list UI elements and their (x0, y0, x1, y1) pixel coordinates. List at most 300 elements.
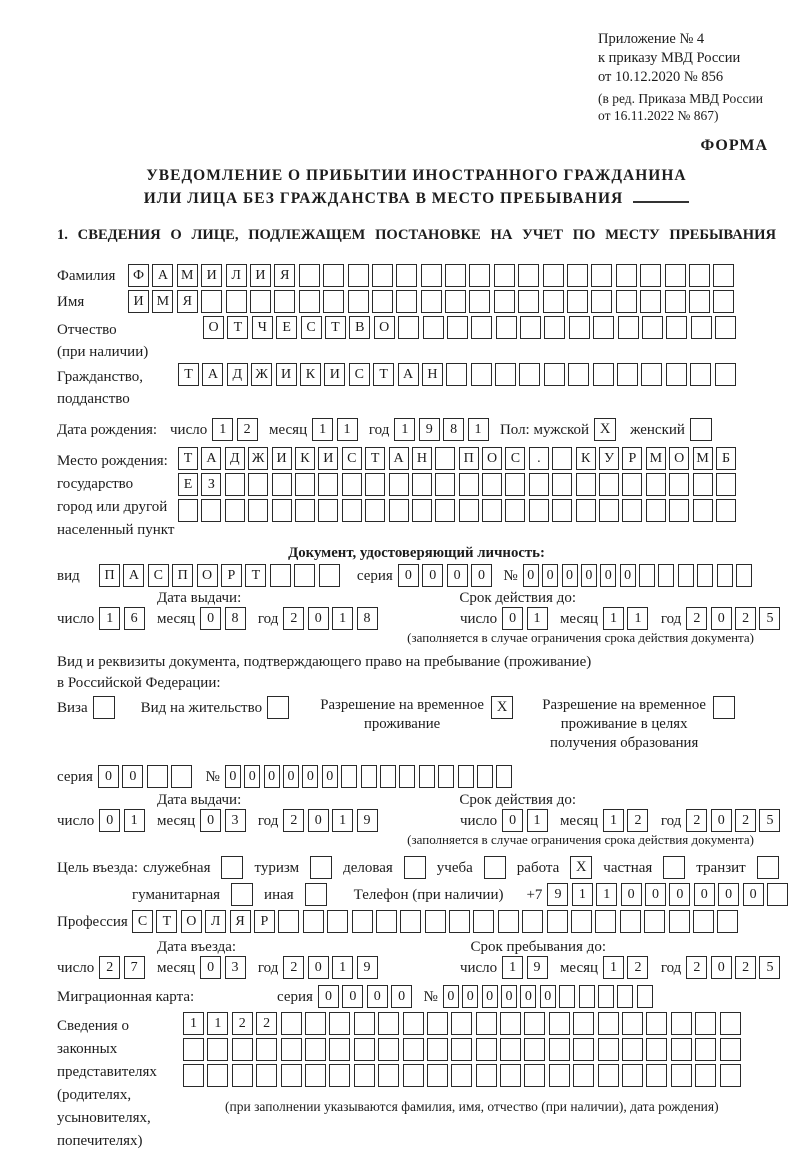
char-cell[interactable] (419, 765, 435, 788)
char-cell[interactable]: 7 (124, 956, 145, 979)
char-cell[interactable] (476, 1012, 497, 1035)
char-cell[interactable] (476, 1038, 497, 1061)
char-cell[interactable] (318, 473, 338, 496)
char-cell[interactable] (573, 1064, 594, 1087)
char-cell[interactable]: 1 (332, 809, 353, 832)
char-cell[interactable] (591, 290, 612, 313)
char-cell[interactable] (598, 1064, 619, 1087)
char-cell[interactable] (305, 1012, 326, 1035)
char-cell[interactable]: 1 (212, 418, 233, 441)
char-cell[interactable] (496, 765, 512, 788)
char-cell[interactable]: 5 (759, 956, 780, 979)
char-cell[interactable] (299, 264, 320, 287)
char-cell[interactable]: 1 (99, 607, 120, 630)
char-cell[interactable] (423, 316, 444, 339)
char-cell[interactable]: И (324, 363, 345, 386)
char-cell[interactable] (278, 910, 299, 933)
char-cell[interactable] (389, 499, 409, 522)
char-cell[interactable] (477, 765, 493, 788)
char-cell[interactable] (505, 499, 525, 522)
char-cell[interactable]: Л (226, 264, 247, 287)
char-cell[interactable] (469, 290, 490, 313)
char-cell[interactable] (552, 473, 572, 496)
char-cell[interactable] (232, 1064, 253, 1087)
char-cell[interactable]: 1 (207, 1012, 228, 1035)
char-cell[interactable]: 2 (232, 1012, 253, 1035)
char-cell[interactable] (447, 316, 468, 339)
citizenship-cells[interactable] (178, 363, 739, 386)
char-cell[interactable] (622, 1012, 643, 1035)
char-cell[interactable] (646, 1012, 667, 1035)
char-cell[interactable] (378, 1038, 399, 1061)
char-cell[interactable] (201, 499, 221, 522)
char-cell[interactable]: Я (177, 290, 198, 313)
char-cell[interactable] (598, 1038, 619, 1061)
residence-issue-day-cells[interactable] (99, 809, 148, 832)
char-cell[interactable] (599, 499, 619, 522)
char-cell[interactable] (248, 499, 268, 522)
char-cell[interactable]: О (181, 910, 202, 933)
char-cell[interactable]: З (201, 473, 221, 496)
char-cell[interactable]: 9 (419, 418, 440, 441)
char-cell[interactable]: 0 (443, 985, 459, 1008)
char-cell[interactable] (658, 564, 674, 587)
char-cell[interactable]: 3 (225, 956, 246, 979)
char-cell[interactable]: 0 (540, 985, 556, 1008)
temp-residence-checkbox[interactable]: X (491, 696, 513, 719)
char-cell[interactable] (646, 1038, 667, 1061)
char-cell[interactable]: А (152, 264, 173, 287)
char-cell[interactable]: С (301, 316, 322, 339)
char-cell[interactable] (598, 1012, 619, 1035)
char-cell[interactable]: 0 (283, 765, 299, 788)
residence-valid-day-cells[interactable] (502, 809, 551, 832)
char-cell[interactable]: 0 (200, 956, 221, 979)
char-cell[interactable] (593, 316, 614, 339)
char-cell[interactable]: Т (227, 316, 248, 339)
char-cell[interactable] (646, 473, 666, 496)
char-cell[interactable] (471, 363, 492, 386)
char-cell[interactable]: 0 (669, 883, 690, 906)
char-cell[interactable] (591, 264, 612, 287)
char-cell[interactable] (445, 290, 466, 313)
char-cell[interactable] (720, 1038, 741, 1061)
char-cell[interactable] (295, 499, 315, 522)
char-cell[interactable] (250, 290, 271, 313)
char-cell[interactable]: И (272, 447, 292, 470)
birth-day-cells[interactable] (212, 418, 261, 441)
residence-issue-year-cells[interactable] (283, 809, 381, 832)
char-cell[interactable] (693, 910, 714, 933)
char-cell[interactable] (549, 1064, 570, 1087)
char-cell[interactable]: О (669, 447, 689, 470)
char-cell[interactable] (403, 1038, 424, 1061)
char-cell[interactable] (543, 290, 564, 313)
purpose-humanitarian-checkbox[interactable] (231, 883, 253, 906)
char-cell[interactable] (494, 290, 515, 313)
purpose-transit-checkbox[interactable] (757, 856, 779, 879)
char-cell[interactable]: 0 (308, 956, 329, 979)
char-cell[interactable] (323, 290, 344, 313)
char-cell[interactable]: 9 (547, 883, 568, 906)
residence-valid-month-cells[interactable] (603, 809, 652, 832)
char-cell[interactable]: 2 (686, 809, 707, 832)
char-cell[interactable] (476, 1064, 497, 1087)
char-cell[interactable] (458, 765, 474, 788)
char-cell[interactable] (469, 264, 490, 287)
purpose-official-checkbox[interactable] (221, 856, 243, 879)
char-cell[interactable] (305, 1038, 326, 1061)
char-cell[interactable]: 0 (502, 607, 523, 630)
char-cell[interactable] (270, 564, 291, 587)
visa-checkbox[interactable] (93, 696, 115, 719)
char-cell[interactable]: Д (227, 363, 248, 386)
representatives-cells-row2[interactable] (183, 1038, 744, 1061)
char-cell[interactable]: С (505, 447, 525, 470)
char-cell[interactable] (640, 290, 661, 313)
char-cell[interactable]: У (599, 447, 619, 470)
char-cell[interactable]: 1 (502, 956, 523, 979)
char-cell[interactable]: Н (412, 447, 432, 470)
char-cell[interactable]: 0 (482, 985, 498, 1008)
doc-series-cells[interactable] (398, 564, 496, 587)
char-cell[interactable]: 0 (398, 564, 419, 587)
char-cell[interactable] (318, 499, 338, 522)
char-cell[interactable] (646, 1064, 667, 1087)
char-cell[interactable] (518, 264, 539, 287)
char-cell[interactable] (641, 363, 662, 386)
birth-place-cells-row3[interactable] (178, 499, 739, 522)
char-cell[interactable] (669, 499, 689, 522)
char-cell[interactable] (666, 316, 687, 339)
char-cell[interactable] (569, 316, 590, 339)
char-cell[interactable] (736, 564, 752, 587)
char-cell[interactable]: 2 (283, 956, 304, 979)
char-cell[interactable] (352, 910, 373, 933)
char-cell[interactable]: 1 (332, 607, 353, 630)
residence-issue-month-cells[interactable] (200, 809, 249, 832)
char-cell[interactable] (171, 765, 192, 788)
char-cell[interactable]: 0 (200, 607, 221, 630)
char-cell[interactable]: 0 (447, 564, 468, 587)
char-cell[interactable] (274, 290, 295, 313)
char-cell[interactable]: 9 (357, 956, 378, 979)
passport-valid-month-cells[interactable] (603, 607, 652, 630)
char-cell[interactable] (571, 910, 592, 933)
char-cell[interactable] (671, 1012, 692, 1035)
char-cell[interactable] (622, 1064, 643, 1087)
entry-month-cells[interactable] (200, 956, 249, 979)
char-cell[interactable]: Р (254, 910, 275, 933)
char-cell[interactable]: 2 (627, 809, 648, 832)
char-cell[interactable]: 0 (718, 883, 739, 906)
char-cell[interactable] (568, 363, 589, 386)
char-cell[interactable] (427, 1064, 448, 1087)
char-cell[interactable] (398, 316, 419, 339)
char-cell[interactable] (361, 765, 377, 788)
char-cell[interactable]: К (295, 447, 315, 470)
passport-issue-year-cells[interactable] (283, 607, 381, 630)
char-cell[interactable] (471, 316, 492, 339)
char-cell[interactable] (639, 564, 655, 587)
char-cell[interactable]: С (148, 564, 169, 587)
purpose-business-checkbox[interactable] (404, 856, 426, 879)
char-cell[interactable] (691, 316, 712, 339)
passport-issue-day-cells[interactable] (99, 607, 148, 630)
char-cell[interactable] (720, 1064, 741, 1087)
char-cell[interactable] (299, 290, 320, 313)
char-cell[interactable]: М (177, 264, 198, 287)
char-cell[interactable] (256, 1064, 277, 1087)
char-cell[interactable]: Ч (252, 316, 273, 339)
char-cell[interactable]: 0 (264, 765, 280, 788)
char-cell[interactable] (272, 499, 292, 522)
char-cell[interactable]: И (201, 264, 222, 287)
char-cell[interactable] (529, 499, 549, 522)
char-cell[interactable]: Т (325, 316, 346, 339)
char-cell[interactable]: 0 (520, 985, 536, 1008)
char-cell[interactable]: Я (274, 264, 295, 287)
char-cell[interactable] (319, 564, 340, 587)
char-cell[interactable]: 8 (225, 607, 246, 630)
char-cell[interactable] (678, 564, 694, 587)
char-cell[interactable]: 0 (200, 809, 221, 832)
char-cell[interactable] (622, 1038, 643, 1061)
char-cell[interactable] (573, 1038, 594, 1061)
char-cell[interactable]: 2 (735, 607, 756, 630)
char-cell[interactable] (669, 910, 690, 933)
char-cell[interactable]: Ж (248, 447, 268, 470)
char-cell[interactable]: 1 (596, 883, 617, 906)
char-cell[interactable] (559, 985, 575, 1008)
char-cell[interactable] (323, 264, 344, 287)
char-cell[interactable] (524, 1012, 545, 1035)
char-cell[interactable]: 0 (99, 809, 120, 832)
char-cell[interactable] (697, 564, 713, 587)
residence-valid-year-cells[interactable] (686, 809, 784, 832)
char-cell[interactable] (178, 499, 198, 522)
char-cell[interactable]: 0 (743, 883, 764, 906)
char-cell[interactable] (421, 290, 442, 313)
char-cell[interactable] (567, 290, 588, 313)
char-cell[interactable] (689, 290, 710, 313)
char-cell[interactable]: Т (178, 363, 199, 386)
char-cell[interactable] (505, 473, 525, 496)
char-cell[interactable] (226, 290, 247, 313)
char-cell[interactable]: 2 (283, 809, 304, 832)
char-cell[interactable] (529, 473, 549, 496)
char-cell[interactable]: 2 (237, 418, 258, 441)
char-cell[interactable]: М (152, 290, 173, 313)
char-cell[interactable] (232, 1038, 253, 1061)
char-cell[interactable] (372, 264, 393, 287)
char-cell[interactable]: М (646, 447, 666, 470)
char-cell[interactable] (305, 1064, 326, 1087)
char-cell[interactable]: П (172, 564, 193, 587)
char-cell[interactable] (500, 1064, 521, 1087)
char-cell[interactable] (717, 910, 738, 933)
char-cell[interactable]: 1 (337, 418, 358, 441)
char-cell[interactable] (482, 499, 502, 522)
char-cell[interactable]: 8 (357, 607, 378, 630)
char-cell[interactable] (544, 363, 565, 386)
char-cell[interactable] (354, 1012, 375, 1035)
char-cell[interactable] (618, 316, 639, 339)
birth-year-cells[interactable] (394, 418, 492, 441)
char-cell[interactable] (767, 883, 788, 906)
char-cell[interactable]: 0 (581, 564, 597, 587)
char-cell[interactable] (329, 1038, 350, 1061)
char-cell[interactable] (435, 447, 455, 470)
char-cell[interactable]: 1 (603, 956, 624, 979)
char-cell[interactable] (207, 1038, 228, 1061)
birth-place-cells-row2[interactable] (178, 473, 739, 496)
char-cell[interactable] (348, 264, 369, 287)
char-cell[interactable]: Д (225, 447, 245, 470)
char-cell[interactable] (354, 1038, 375, 1061)
char-cell[interactable] (693, 473, 713, 496)
char-cell[interactable]: Е (178, 473, 198, 496)
char-cell[interactable]: И (276, 363, 297, 386)
char-cell[interactable]: 1 (468, 418, 489, 441)
char-cell[interactable] (695, 1038, 716, 1061)
char-cell[interactable] (617, 363, 638, 386)
char-cell[interactable]: Р (221, 564, 242, 587)
char-cell[interactable]: А (202, 363, 223, 386)
passport-issue-month-cells[interactable] (200, 607, 249, 630)
char-cell[interactable] (482, 473, 502, 496)
char-cell[interactable] (666, 363, 687, 386)
char-cell[interactable] (552, 499, 572, 522)
sex-male-checkbox[interactable]: X (594, 418, 616, 441)
char-cell[interactable]: О (203, 316, 224, 339)
char-cell[interactable]: 0 (471, 564, 492, 587)
char-cell[interactable] (622, 473, 642, 496)
char-cell[interactable]: С (132, 910, 153, 933)
representatives-cells-row3[interactable] (183, 1064, 744, 1087)
char-cell[interactable]: С (342, 447, 362, 470)
char-cell[interactable] (365, 473, 385, 496)
char-cell[interactable]: 0 (462, 985, 478, 1008)
char-cell[interactable] (671, 1064, 692, 1087)
birth-place-cells-row1[interactable] (178, 447, 739, 470)
char-cell[interactable]: Б (716, 447, 736, 470)
char-cell[interactable]: О (482, 447, 502, 470)
char-cell[interactable] (665, 264, 686, 287)
char-cell[interactable] (519, 363, 540, 386)
char-cell[interactable] (599, 473, 619, 496)
char-cell[interactable] (573, 1012, 594, 1035)
char-cell[interactable] (427, 1012, 448, 1035)
char-cell[interactable]: 0 (711, 956, 732, 979)
passport-valid-day-cells[interactable] (502, 607, 551, 630)
char-cell[interactable] (544, 316, 565, 339)
char-cell[interactable]: А (123, 564, 144, 587)
char-cell[interactable]: 1 (332, 956, 353, 979)
char-cell[interactable] (451, 1038, 472, 1061)
char-cell[interactable]: 0 (620, 564, 636, 587)
stay-month-cells[interactable] (603, 956, 652, 979)
char-cell[interactable]: 6 (124, 607, 145, 630)
char-cell[interactable] (449, 910, 470, 933)
char-cell[interactable] (459, 473, 479, 496)
char-cell[interactable] (500, 1012, 521, 1035)
char-cell[interactable] (329, 1012, 350, 1035)
char-cell[interactable]: 0 (502, 809, 523, 832)
char-cell[interactable]: 2 (256, 1012, 277, 1035)
char-cell[interactable]: 0 (308, 809, 329, 832)
char-cell[interactable]: 8 (443, 418, 464, 441)
birth-month-cells[interactable] (312, 418, 361, 441)
char-cell[interactable]: И (318, 447, 338, 470)
char-cell[interactable] (547, 910, 568, 933)
char-cell[interactable] (303, 910, 324, 933)
char-cell[interactable] (671, 1038, 692, 1061)
char-cell[interactable]: Ф (128, 264, 149, 287)
char-cell[interactable] (593, 363, 614, 386)
char-cell[interactable]: 0 (391, 985, 412, 1008)
char-cell[interactable]: О (197, 564, 218, 587)
char-cell[interactable]: 0 (711, 809, 732, 832)
char-cell[interactable]: 2 (99, 956, 120, 979)
char-cell[interactable] (695, 1012, 716, 1035)
char-cell[interactable]: 0 (322, 765, 338, 788)
char-cell[interactable]: 2 (735, 956, 756, 979)
char-cell[interactable]: 5 (759, 809, 780, 832)
char-cell[interactable] (421, 264, 442, 287)
char-cell[interactable] (715, 363, 736, 386)
char-cell[interactable] (445, 264, 466, 287)
char-cell[interactable] (716, 499, 736, 522)
char-cell[interactable] (576, 499, 596, 522)
char-cell[interactable] (500, 1038, 521, 1061)
profession-cells[interactable] (132, 910, 742, 933)
char-cell[interactable]: Л (205, 910, 226, 933)
char-cell[interactable] (378, 1012, 399, 1035)
char-cell[interactable]: И (250, 264, 271, 287)
char-cell[interactable]: А (389, 447, 409, 470)
char-cell[interactable]: С (349, 363, 370, 386)
char-cell[interactable] (520, 316, 541, 339)
char-cell[interactable]: 1 (603, 607, 624, 630)
char-cell[interactable] (396, 264, 417, 287)
char-cell[interactable] (689, 264, 710, 287)
char-cell[interactable]: 0 (523, 564, 539, 587)
char-cell[interactable] (518, 290, 539, 313)
char-cell[interactable]: 1 (603, 809, 624, 832)
char-cell[interactable] (403, 1012, 424, 1035)
char-cell[interactable] (690, 363, 711, 386)
char-cell[interactable]: 0 (422, 564, 443, 587)
char-cell[interactable] (294, 564, 315, 587)
char-cell[interactable] (389, 473, 409, 496)
char-cell[interactable]: 2 (283, 607, 304, 630)
char-cell[interactable] (438, 765, 454, 788)
char-cell[interactable] (376, 910, 397, 933)
char-cell[interactable] (248, 473, 268, 496)
char-cell[interactable] (354, 1064, 375, 1087)
char-cell[interactable] (435, 499, 455, 522)
char-cell[interactable]: К (300, 363, 321, 386)
doc-kind-cells[interactable] (99, 564, 343, 587)
char-cell[interactable] (646, 499, 666, 522)
migration-card-number-cells[interactable] (443, 985, 656, 1008)
char-cell[interactable]: И (128, 290, 149, 313)
char-cell[interactable] (637, 985, 653, 1008)
char-cell[interactable]: 0 (308, 607, 329, 630)
char-cell[interactable] (549, 1038, 570, 1061)
char-cell[interactable] (378, 1064, 399, 1087)
